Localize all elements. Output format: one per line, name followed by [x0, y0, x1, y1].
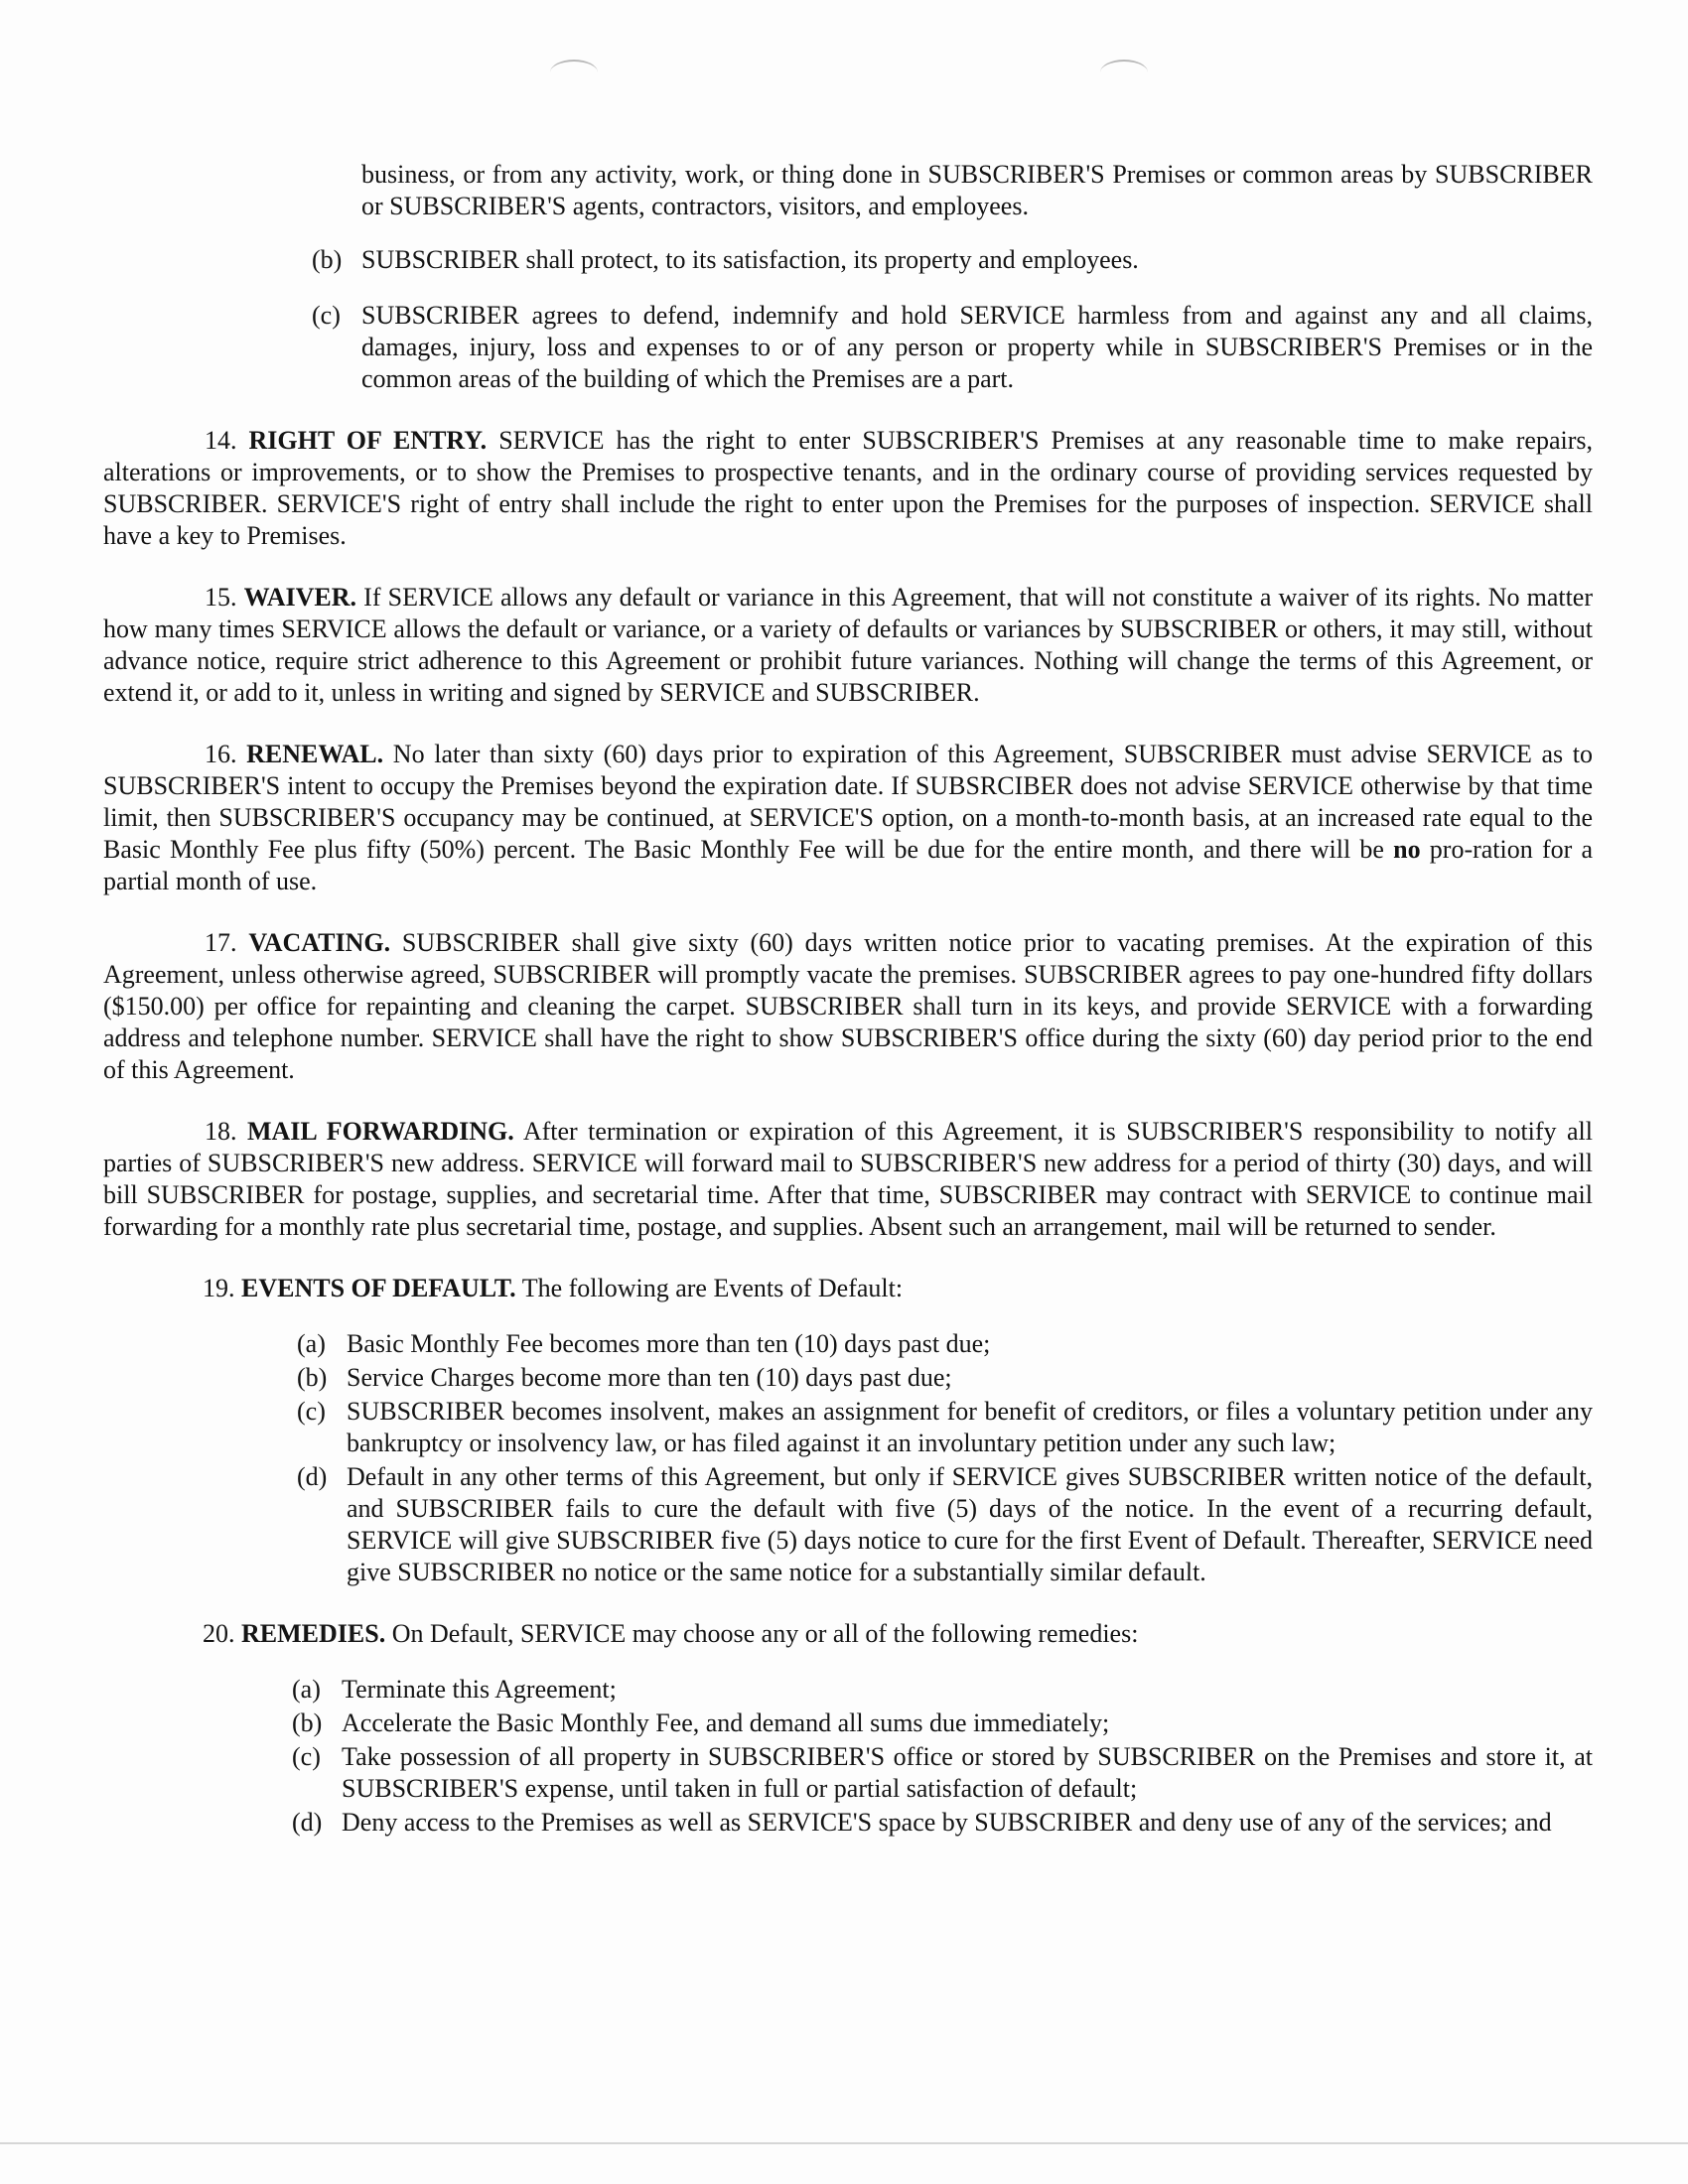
section-heading: WAIVER.: [243, 583, 357, 612]
section-text: After termination or expiration of this Agreement, it is SUBSCRIBER'S responsibility to notify all parties of SUBSCRIBER'S new address. SERVICE will forward mail to SUBSCRIBER'S new address for a period of thirty (30) days, and will bill SUBSCRIBER for postage, supplies, and secretarial time. After that time, SUBSCRIBER may contract with SERVICE to continue mail forwarding for a monthly rate plus secretarial time, postage, and supplies. Absent such an arrangement, mail will be returned to sender.: [103, 1117, 1593, 1241]
item-text: Terminate this Agreement;: [342, 1675, 617, 1704]
list-item: [292, 1741, 1593, 1805]
emphasis-word: no: [1393, 835, 1421, 864]
section-number: 20.: [203, 1619, 235, 1648]
section-remedies: [203, 1618, 1593, 1650]
punch-hole-mark: [550, 60, 598, 85]
section-waiver: [103, 582, 1593, 709]
section-text: On Default, SERVICE may choose any or all of the following remedies:: [391, 1619, 1139, 1648]
item-label: (b): [297, 1363, 328, 1392]
punch-hole-mark: [1100, 60, 1148, 85]
item-label: (d): [292, 1808, 323, 1837]
list-item: [312, 300, 1593, 395]
section-number: 16.: [205, 740, 237, 768]
section-text: The following are Events of Default:: [521, 1274, 904, 1302]
clause-13-items: [103, 244, 1593, 395]
list-item: [297, 1362, 1593, 1394]
item-label: (b): [312, 245, 343, 274]
item-text: Service Charges become more than ten (10) days past due;: [347, 1363, 952, 1392]
list-item: [292, 1674, 1593, 1706]
section-right-of-entry: [103, 425, 1593, 552]
item-text: Default in any other terms of this Agreement, but only if SERVICE gives SUBSCRIBER written notice of the default, and SUBSCRIBER fails to cure the default with five (5) days of the notice. In the event of a recurring default, SERVICE will give SUBSCRIBER five (5) days notice to cure for the first Event of Default. Thereafter, SERVICE need give SUBSCRIBER no notice or the same notice for a substantially similar default.: [347, 1462, 1593, 1586]
section-heading: RENEWAL.: [246, 740, 384, 768]
item-text: SUBSCRIBER agrees to defend, indemnify and hold SERVICE harmless from and against any and all claims, damages, injury, loss and expenses to or of any person or property while in SUBSCRIBER'S Premises or in the common areas of the building of which the Premises are a part.: [361, 301, 1593, 393]
section-mail-forwarding: [103, 1116, 1593, 1243]
section-heading: RIGHT OF ENTRY.: [248, 426, 488, 455]
section-renewal: [103, 739, 1593, 897]
section-number: 18.: [205, 1117, 237, 1146]
continuation-paragraph: business, or from any activity, work, or thing done in SUBSCRIBER'S Premises or common areas by SUBSCRIBER or SUBSCRIBER'S agents, contractors, visitors, and employees.: [361, 160, 1593, 220]
section-text-end: pro-ration for a partial month of use.: [103, 835, 1593, 895]
section-heading: REMEDIES.: [241, 1619, 386, 1648]
section-text: SERVICE has the right to enter SUBSCRIBER'S Premises at any reasonable time to make repairs, alterations or improvements, or to show the Premises to prospective tenants, and in the ordinary course of providing services requested by SUBSCRIBER. SERVICE'S right of entry shall include the right to enter upon the Premises for the purposes of inspection. SERVICE shall have a key to Premises.: [103, 426, 1594, 550]
item-label: (a): [297, 1329, 326, 1358]
section-number: 17.: [205, 928, 237, 957]
item-label: (c): [312, 301, 341, 330]
section-text: If SERVICE allows any default or variance in this Agreement, that will not constitute a waiver of its rights. No matter how many times SERVICE allows the default or variance, or a variety of defaults or variances by SUBSCRIBER or others, it may still, without advance notice, require strict adherence to this Agreement or prohibit future variances. Nothing will change the terms of this Agreement, or extend it, or add to it, unless in writing and signed by SERVICE and SUBSCRIBER.: [103, 583, 1594, 707]
section-text: SUBSCRIBER shall give sixty (60) days written notice prior to vacating premises. At the expiration of this Agreement, unless otherwise agreed, SUBSCRIBER will promptly vacate the premises. SUBSCRIBER agrees to pay one-hundred fifty dollars ($150.00) per office for repainting and cleaning the carpet. SUBSCRIBER shall turn in its keys, and provide SERVICE with a forwarding address and telephone number. SERVICE shall have the right to show SUBSCRIBER'S office during the sixty (60) day period prior to the end of this Agreement.: [103, 928, 1594, 1084]
section-heading: MAIL FORWARDING.: [246, 1117, 514, 1146]
section-vacating: [103, 927, 1593, 1086]
item-label: (a): [292, 1675, 321, 1704]
item-text: Take possession of all property in SUBSCRIBER'S office or stored by SUBSCRIBER on the Premises and store it, at SUBSCRIBER'S expense, until taken in full or partial satisfaction of default;: [342, 1742, 1593, 1803]
list-item: [312, 244, 1593, 276]
section-text: No later than sixty (60) days prior to expiration of this Agreement, SUBSCRIBER must advise SERVICE as to SUBSCRIBER'S intent to occupy the Premises beyond the expiration date. If SUBSRCIBER does not advise SERVICE otherwise by that time limit, then SUBSCRIBER'S occupancy may be continued, at SERVICE'S option, on a month-to-month basis, at an increased rate equal to the Basic Monthly Fee plus fifty (50%) percent. The Basic Monthly Fee will be due for the entire month, and there will be: [103, 740, 1594, 864]
item-label: (c): [292, 1742, 321, 1771]
section-heading: EVENTS OF DEFAULT.: [241, 1274, 516, 1302]
list-item: [292, 1707, 1593, 1739]
item-text: SUBSCRIBER becomes insolvent, makes an assignment for benefit of creditors, or files a voluntary petition under any bankruptcy or insolvency law, or has filed against it an involuntary petition under any such law;: [347, 1397, 1593, 1457]
section-heading: VACATING.: [248, 928, 391, 957]
remedies-list: [292, 1674, 1593, 1839]
section-number: 14.: [205, 426, 237, 455]
item-text: Accelerate the Basic Monthly Fee, and demand all sums due immediately;: [342, 1708, 1110, 1737]
item-label: (c): [297, 1397, 326, 1426]
section-events-of-default: [203, 1273, 1593, 1304]
item-label: (b): [292, 1708, 323, 1737]
events-of-default-list: [297, 1328, 1593, 1588]
list-item: [297, 1328, 1593, 1360]
item-text: Basic Monthly Fee becomes more than ten (10) days past due;: [347, 1329, 991, 1358]
section-number: 15.: [205, 583, 237, 612]
scan-edge-line: [0, 2142, 1688, 2144]
list-item: [297, 1461, 1593, 1588]
item-label: (d): [297, 1462, 328, 1491]
item-text: SUBSCRIBER shall protect, to its satisfaction, its property and employees.: [361, 245, 1139, 274]
list-item: [297, 1396, 1593, 1459]
document-body: [103, 159, 1593, 1839]
section-number: 19.: [203, 1274, 235, 1302]
item-text: Deny access to the Premises as well as SERVICE'S space by SUBSCRIBER and deny use of any of the services; and: [342, 1808, 1552, 1837]
list-item: [292, 1807, 1593, 1839]
